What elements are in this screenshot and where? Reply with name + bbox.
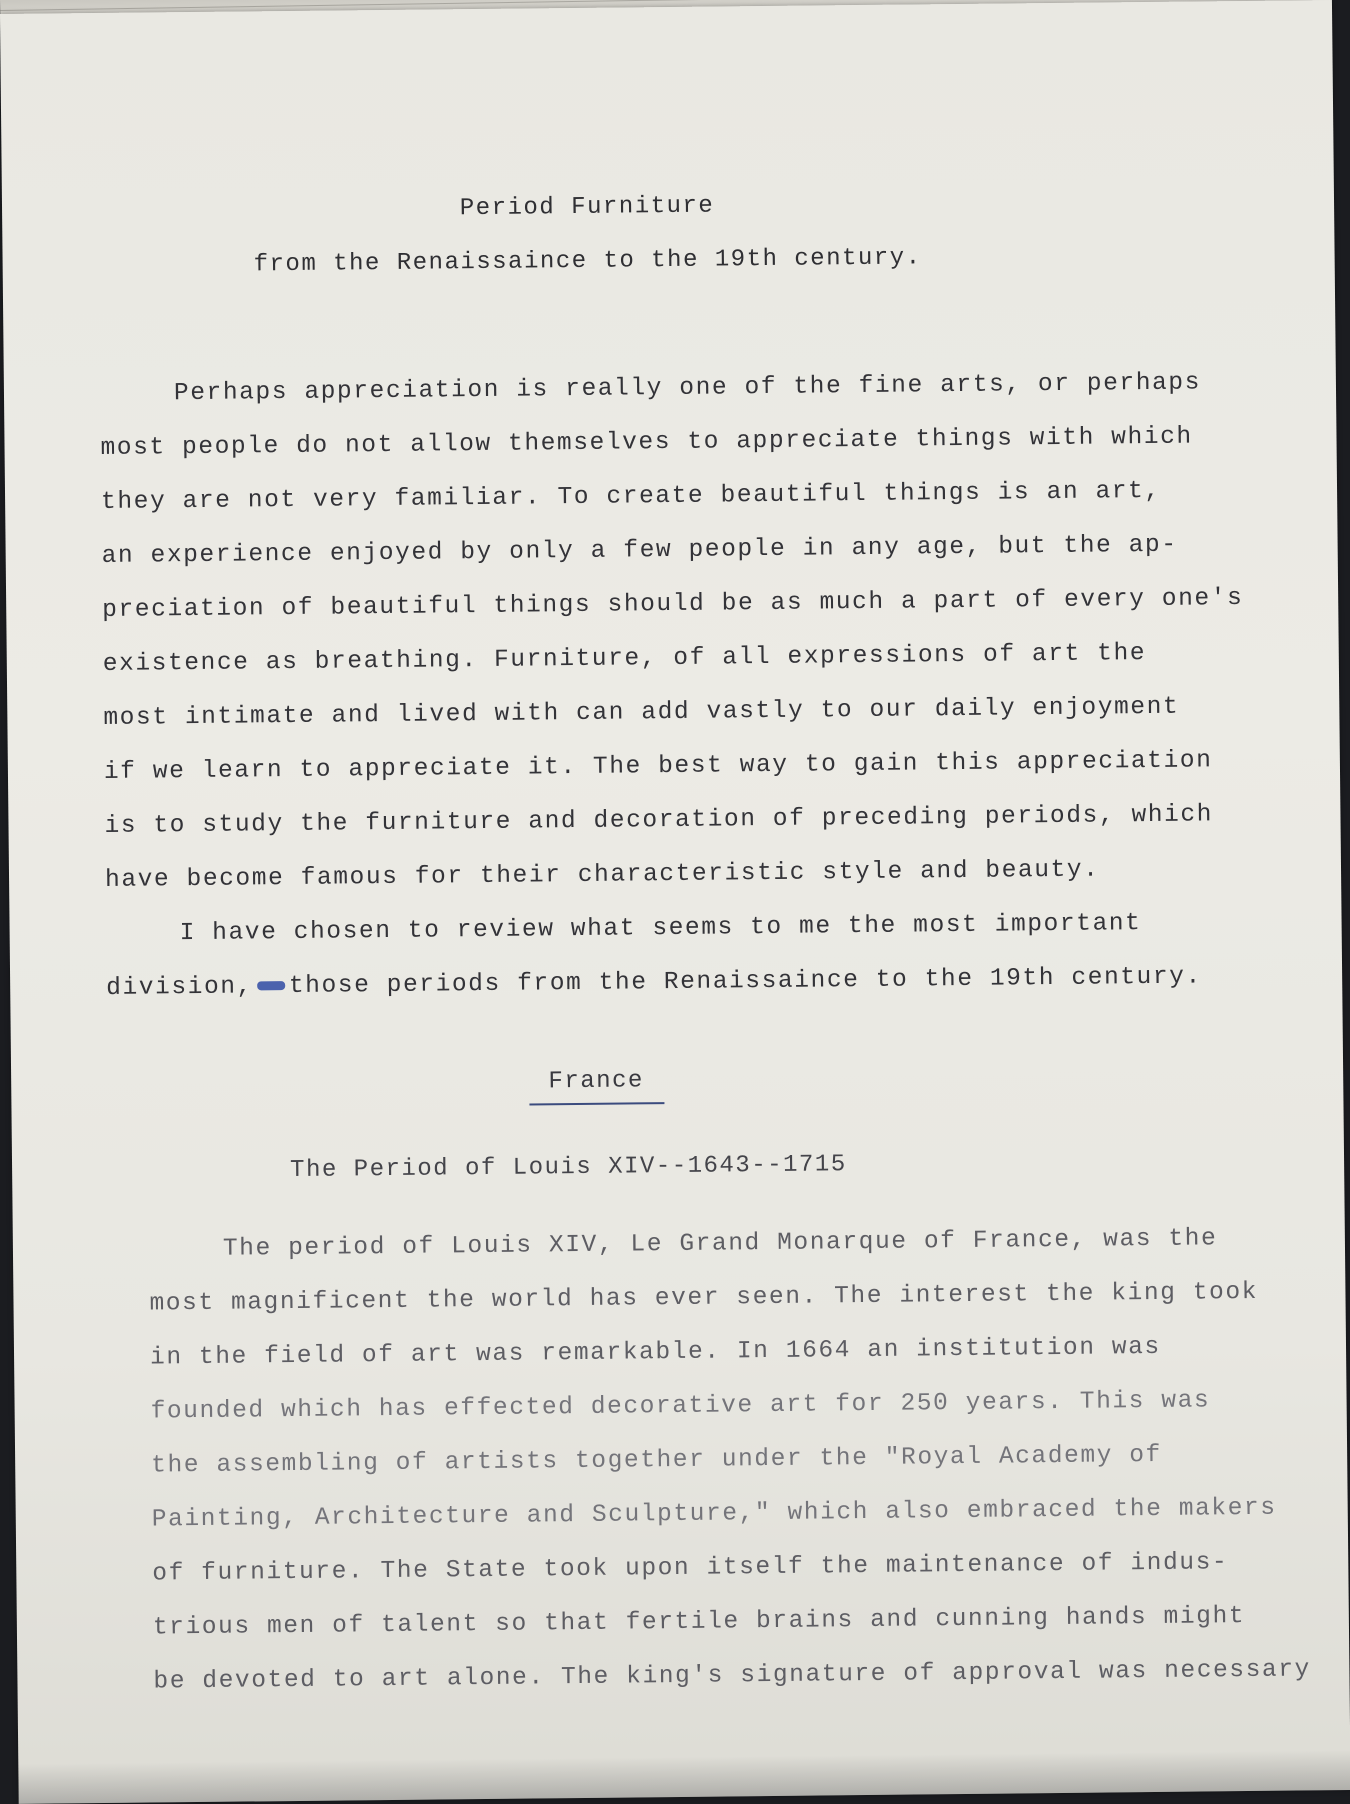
heading-underline <box>529 1102 664 1105</box>
text-line: preciation of beautiful things should be as much a part of every one's <box>102 585 1244 624</box>
section-subheading: The Period of Louis XIV--1643--1715 <box>289 1151 847 1185</box>
text-fragment: those periods from the Renaissaince to the 19th century. <box>288 963 1202 1001</box>
text-line: is to study the furniture and decoration of preceding periods, which <box>104 801 1214 840</box>
text-line: I have chosen to review what seems to me the most important <box>179 910 1142 948</box>
text-fragment: division, <box>106 973 254 1002</box>
document-title: Period Furniture <box>459 192 715 223</box>
document-subtitle: from the Renaissaince to the 19th century. <box>253 244 922 279</box>
section-heading: France <box>548 1067 645 1096</box>
text-line: Perhaps appreciation is really one of the fine arts, or perhaps <box>173 369 1202 408</box>
text-line: founded which has effected decorative art for 250 years. This was <box>150 1387 1211 1426</box>
text-line: Painting, Architecture and Sculpture," which also embraced the makers <box>151 1494 1277 1534</box>
text-line: the assembling of artists together under the "Royal Academy of <box>151 1441 1163 1480</box>
text-line: most intimate and lived with can add vastly to our daily enjoyment <box>103 693 1180 732</box>
text-line <box>106 963 1202 1001</box>
text-line: most people do not allow themselves to appreciate things with which <box>100 423 1193 462</box>
text-line: have become famous for their characteristic style and beauty. <box>104 856 1100 894</box>
text-line: of furniture. The State took upon itself the maintenance of indus- <box>152 1549 1229 1588</box>
text-line: if we learn to appreciate it. The best way to gain this appreciation <box>103 747 1213 786</box>
text-line: in the field of art was remarkable. In 1664 an institution was <box>149 1333 1161 1372</box>
page-shadow <box>18 1750 1350 1804</box>
text-line: existence as breathing. Furniture, of all expressions of art the <box>102 640 1147 678</box>
text-line: be devoted to art alone. The king's signature of approval was necessary <box>153 1656 1312 1696</box>
text-line: they are not very familiar. To create beautiful things is an art, <box>100 477 1161 516</box>
text-line: most magnificent the world has ever seen. The interest the king took <box>149 1278 1259 1318</box>
text-line: The period of Louis XIV, Le Grand Monarque of France, was the <box>222 1225 1218 1263</box>
text-line: an experience enjoyed by only a few people in any age, but the ap- <box>101 531 1178 570</box>
text-line: trious men of talent so that fertile brains and cunning hands might <box>152 1603 1246 1642</box>
ink-strikeout-mark <box>257 981 285 990</box>
